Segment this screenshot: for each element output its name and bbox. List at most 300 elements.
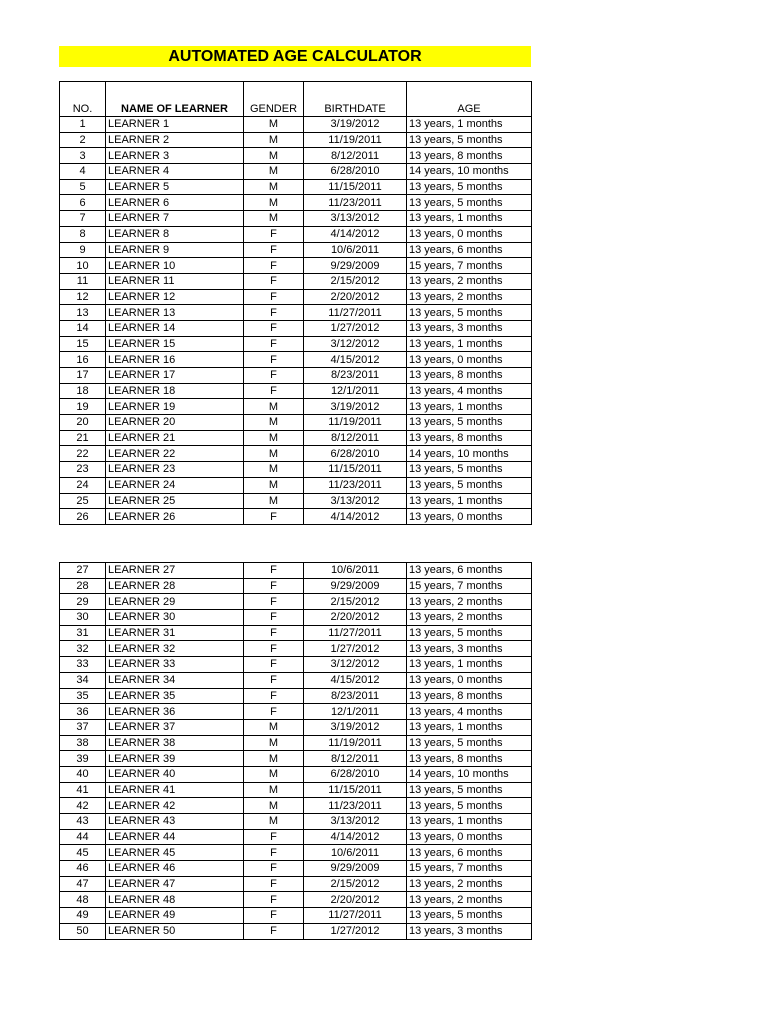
table-row [60, 735, 532, 751]
table-row [60, 226, 532, 242]
cell-birthdate[interactable]: 11/15/2011 [304, 462, 407, 478]
cell-learner-name[interactable]: LEARNER 11 [106, 273, 244, 289]
cell-no[interactable]: 30 [60, 610, 106, 626]
cell-gender[interactable]: F [244, 336, 304, 352]
cell-gender[interactable]: M [244, 195, 304, 211]
cell-birthdate[interactable]: 2/20/2012 [304, 289, 407, 305]
cell-learner-name[interactable]: LEARNER 48 [106, 892, 244, 908]
cell-birthdate[interactable]: 11/23/2011 [304, 195, 407, 211]
cell-birthdate[interactable]: 8/12/2011 [304, 751, 407, 767]
cell-birthdate[interactable]: 9/29/2009 [304, 258, 407, 274]
cell-gender[interactable]: F [244, 876, 304, 892]
cell-gender[interactable]: F [244, 563, 304, 579]
cell-no[interactable]: 12 [60, 289, 106, 305]
cell-birthdate[interactable]: 3/12/2012 [304, 336, 407, 352]
cell-gender[interactable]: F [244, 289, 304, 305]
cell-learner-name[interactable]: LEARNER 14 [106, 320, 244, 336]
cell-gender[interactable]: F [244, 352, 304, 368]
cell-gender[interactable]: F [244, 704, 304, 720]
cell-age[interactable]: 15 years, 7 months [407, 578, 532, 594]
cell-age[interactable]: 13 years, 5 months [407, 195, 532, 211]
cell-age[interactable]: 13 years, 5 months [407, 305, 532, 321]
header-age[interactable]: AGE [407, 82, 532, 117]
cell-learner-name[interactable]: LEARNER 24 [106, 477, 244, 493]
cell-birthdate[interactable]: 2/15/2012 [304, 273, 407, 289]
cell-learner-name[interactable]: LEARNER 44 [106, 829, 244, 845]
cell-no[interactable]: 48 [60, 892, 106, 908]
cell-birthdate[interactable]: 10/6/2011 [304, 845, 407, 861]
cell-learner-name[interactable]: LEARNER 28 [106, 578, 244, 594]
cell-birthdate[interactable]: 11/19/2011 [304, 415, 407, 431]
table-row [60, 117, 532, 133]
cell-learner-name[interactable]: LEARNER 6 [106, 195, 244, 211]
cell-learner-name[interactable]: LEARNER 5 [106, 179, 244, 195]
cell-age[interactable]: 14 years, 10 months [407, 766, 532, 782]
cell-no[interactable]: 32 [60, 641, 106, 657]
cell-birthdate[interactable]: 4/14/2012 [304, 509, 407, 525]
cell-age[interactable]: 15 years, 7 months [407, 258, 532, 274]
cell-age[interactable]: 13 years, 1 months [407, 399, 532, 415]
cell-gender[interactable]: M [244, 179, 304, 195]
table-body-2 [60, 563, 532, 940]
cell-birthdate[interactable]: 11/19/2011 [304, 735, 407, 751]
cell-age[interactable]: 13 years, 0 months [407, 829, 532, 845]
cell-gender[interactable]: F [244, 829, 304, 845]
table-row [60, 625, 532, 641]
table-row [60, 336, 532, 352]
cell-age[interactable]: 13 years, 5 months [407, 782, 532, 798]
cell-gender[interactable]: M [244, 798, 304, 814]
cell-birthdate[interactable]: 2/20/2012 [304, 610, 407, 626]
cell-gender[interactable]: M [244, 399, 304, 415]
cell-no[interactable]: 23 [60, 462, 106, 478]
cell-learner-name[interactable]: LEARNER 8 [106, 226, 244, 242]
cell-no[interactable]: 39 [60, 751, 106, 767]
cell-birthdate[interactable]: 6/28/2010 [304, 766, 407, 782]
cell-no[interactable]: 43 [60, 814, 106, 830]
cell-no[interactable]: 4 [60, 164, 106, 180]
cell-learner-name[interactable]: LEARNER 42 [106, 798, 244, 814]
cell-learner-name[interactable]: LEARNER 1 [106, 117, 244, 133]
cell-gender[interactable]: F [244, 320, 304, 336]
cell-birthdate[interactable]: 6/28/2010 [304, 164, 407, 180]
cell-learner-name[interactable]: LEARNER 41 [106, 782, 244, 798]
cell-no[interactable]: 9 [60, 242, 106, 258]
cell-birthdate[interactable]: 11/27/2011 [304, 305, 407, 321]
cell-learner-name[interactable]: LEARNER 7 [106, 211, 244, 227]
table-header-row [60, 82, 532, 117]
cell-learner-name[interactable]: LEARNER 4 [106, 164, 244, 180]
cell-age[interactable]: 13 years, 8 months [407, 148, 532, 164]
cell-learner-name[interactable]: LEARNER 29 [106, 594, 244, 610]
cell-age[interactable]: 13 years, 5 months [407, 132, 532, 148]
cell-no[interactable]: 11 [60, 273, 106, 289]
cell-no[interactable]: 22 [60, 446, 106, 462]
cell-birthdate[interactable]: 11/15/2011 [304, 782, 407, 798]
cell-gender[interactable]: F [244, 305, 304, 321]
cell-learner-name[interactable]: LEARNER 22 [106, 446, 244, 462]
cell-age[interactable]: 13 years, 1 months [407, 814, 532, 830]
cell-no[interactable]: 15 [60, 336, 106, 352]
cell-age[interactable]: 13 years, 8 months [407, 430, 532, 446]
cell-no[interactable]: 3 [60, 148, 106, 164]
cell-gender[interactable]: F [244, 383, 304, 399]
cell-no[interactable]: 7 [60, 211, 106, 227]
cell-learner-name[interactable]: LEARNER 40 [106, 766, 244, 782]
table-row [60, 610, 532, 626]
cell-learner-name[interactable]: LEARNER 10 [106, 258, 244, 274]
table-row [60, 563, 532, 579]
cell-birthdate[interactable]: 2/20/2012 [304, 892, 407, 908]
cell-no[interactable]: 16 [60, 352, 106, 368]
header-name-of-learner[interactable]: NAME OF LEARNER [106, 82, 244, 117]
cell-gender[interactable]: F [244, 861, 304, 877]
cell-gender[interactable]: M [244, 132, 304, 148]
header-no[interactable]: NO. [60, 82, 106, 117]
cell-gender[interactable]: F [244, 845, 304, 861]
cell-gender[interactable]: F [244, 610, 304, 626]
cell-no[interactable]: 27 [60, 563, 106, 579]
cell-birthdate[interactable]: 2/15/2012 [304, 594, 407, 610]
table-row [60, 704, 532, 720]
table-row [60, 462, 532, 478]
cell-birthdate[interactable]: 9/29/2009 [304, 578, 407, 594]
cell-no[interactable]: 20 [60, 415, 106, 431]
cell-birthdate[interactable]: 3/19/2012 [304, 399, 407, 415]
cell-gender[interactable]: M [244, 719, 304, 735]
cell-learner-name[interactable]: LEARNER 18 [106, 383, 244, 399]
cell-birthdate[interactable]: 11/27/2011 [304, 625, 407, 641]
table-row [60, 782, 532, 798]
table-row [60, 368, 532, 384]
cell-learner-name[interactable]: LEARNER 27 [106, 563, 244, 579]
cell-learner-name[interactable]: LEARNER 33 [106, 657, 244, 673]
cell-no[interactable]: 8 [60, 226, 106, 242]
table-row [60, 509, 532, 525]
cell-age[interactable]: 13 years, 3 months [407, 641, 532, 657]
cell-gender[interactable]: M [244, 782, 304, 798]
cell-age[interactable]: 13 years, 8 months [407, 688, 532, 704]
cell-age[interactable]: 13 years, 1 months [407, 493, 532, 509]
cell-birthdate[interactable]: 4/14/2012 [304, 226, 407, 242]
cell-learner-name[interactable]: LEARNER 9 [106, 242, 244, 258]
cell-age[interactable]: 13 years, 0 months [407, 226, 532, 242]
cell-learner-name[interactable]: LEARNER 31 [106, 625, 244, 641]
cell-no[interactable]: 28 [60, 578, 106, 594]
cell-gender[interactable]: F [244, 641, 304, 657]
cell-no[interactable]: 29 [60, 594, 106, 610]
table-row [60, 430, 532, 446]
table-row [60, 258, 532, 274]
cell-no[interactable]: 47 [60, 876, 106, 892]
table-row [60, 641, 532, 657]
cell-learner-name[interactable]: LEARNER 23 [106, 462, 244, 478]
cell-gender[interactable]: M [244, 814, 304, 830]
cell-gender[interactable]: M [244, 446, 304, 462]
header-birthdate[interactable]: BIRTHDATE [304, 82, 407, 117]
cell-age[interactable]: 13 years, 5 months [407, 179, 532, 195]
cell-learner-name[interactable]: LEARNER 25 [106, 493, 244, 509]
cell-age[interactable]: 14 years, 10 months [407, 446, 532, 462]
cell-birthdate[interactable]: 4/15/2012 [304, 352, 407, 368]
cell-no[interactable]: 31 [60, 625, 106, 641]
cell-age[interactable]: 13 years, 3 months [407, 923, 532, 939]
cell-gender[interactable]: F [244, 594, 304, 610]
cell-learner-name[interactable]: LEARNER 39 [106, 751, 244, 767]
cell-gender[interactable]: F [244, 368, 304, 384]
cell-learner-name[interactable]: LEARNER 32 [106, 641, 244, 657]
cell-birthdate[interactable]: 11/27/2011 [304, 908, 407, 924]
cell-birthdate[interactable]: 8/12/2011 [304, 148, 407, 164]
cell-age[interactable]: 13 years, 4 months [407, 383, 532, 399]
sheet-title: AUTOMATED AGE CALCULATOR [59, 46, 531, 67]
cell-learner-name[interactable]: LEARNER 15 [106, 336, 244, 352]
cell-age[interactable]: 13 years, 2 months [407, 892, 532, 908]
cell-gender[interactable]: F [244, 908, 304, 924]
cell-learner-name[interactable]: LEARNER 36 [106, 704, 244, 720]
cell-learner-name[interactable]: LEARNER 35 [106, 688, 244, 704]
cell-no[interactable]: 21 [60, 430, 106, 446]
cell-birthdate[interactable]: 8/12/2011 [304, 430, 407, 446]
cell-no[interactable]: 42 [60, 798, 106, 814]
cell-no[interactable]: 25 [60, 493, 106, 509]
cell-age[interactable]: 13 years, 5 months [407, 477, 532, 493]
cell-age[interactable]: 13 years, 4 months [407, 704, 532, 720]
table-row [60, 766, 532, 782]
cell-gender[interactable]: M [244, 148, 304, 164]
cell-no[interactable]: 18 [60, 383, 106, 399]
cell-birthdate[interactable]: 1/27/2012 [304, 923, 407, 939]
cell-gender[interactable]: M [244, 493, 304, 509]
cell-birthdate[interactable]: 11/23/2011 [304, 798, 407, 814]
cell-age[interactable]: 13 years, 5 months [407, 462, 532, 478]
cell-birthdate[interactable]: 12/1/2011 [304, 383, 407, 399]
cell-gender[interactable]: M [244, 477, 304, 493]
cell-learner-name[interactable]: LEARNER 2 [106, 132, 244, 148]
table-row [60, 195, 532, 211]
cell-gender[interactable]: F [244, 625, 304, 641]
learner-table-1 [59, 81, 532, 525]
cell-gender[interactable]: F [244, 226, 304, 242]
table-row [60, 320, 532, 336]
cell-no[interactable]: 6 [60, 195, 106, 211]
cell-no[interactable]: 33 [60, 657, 106, 673]
table-body-1 [60, 117, 532, 525]
cell-learner-name[interactable]: LEARNER 37 [106, 719, 244, 735]
cell-gender[interactable]: F [244, 578, 304, 594]
table-row [60, 493, 532, 509]
table-row [60, 415, 532, 431]
header-gender[interactable]: GENDER [244, 82, 304, 117]
cell-age[interactable]: 13 years, 3 months [407, 320, 532, 336]
cell-no[interactable]: 17 [60, 368, 106, 384]
cell-age[interactable]: 13 years, 1 months [407, 211, 532, 227]
table-row [60, 578, 532, 594]
cell-no[interactable]: 46 [60, 861, 106, 877]
cell-gender[interactable]: M [244, 415, 304, 431]
table-row [60, 798, 532, 814]
cell-no[interactable]: 41 [60, 782, 106, 798]
cell-birthdate[interactable]: 4/15/2012 [304, 672, 407, 688]
cell-age[interactable]: 13 years, 5 months [407, 798, 532, 814]
cell-gender[interactable]: F [244, 509, 304, 525]
cell-age[interactable]: 13 years, 1 months [407, 657, 532, 673]
cell-learner-name[interactable]: LEARNER 3 [106, 148, 244, 164]
cell-birthdate[interactable]: 3/12/2012 [304, 657, 407, 673]
cell-learner-name[interactable]: LEARNER 30 [106, 610, 244, 626]
cell-age[interactable]: 13 years, 6 months [407, 563, 532, 579]
cell-no[interactable]: 1 [60, 117, 106, 133]
table-row [60, 829, 532, 845]
cell-gender[interactable]: M [244, 430, 304, 446]
cell-gender[interactable]: F [244, 242, 304, 258]
cell-learner-name[interactable]: LEARNER 20 [106, 415, 244, 431]
cell-no[interactable]: 5 [60, 179, 106, 195]
cell-gender[interactable]: F [244, 672, 304, 688]
cell-birthdate[interactable]: 11/23/2011 [304, 477, 407, 493]
cell-learner-name[interactable]: LEARNER 38 [106, 735, 244, 751]
cell-birthdate[interactable]: 3/13/2012 [304, 814, 407, 830]
table-row [60, 923, 532, 939]
cell-birthdate[interactable]: 6/28/2010 [304, 446, 407, 462]
cell-gender[interactable]: M [244, 211, 304, 227]
table-row [60, 211, 532, 227]
cell-learner-name[interactable]: LEARNER 34 [106, 672, 244, 688]
cell-birthdate[interactable]: 9/29/2009 [304, 861, 407, 877]
cell-birthdate[interactable]: 8/23/2011 [304, 368, 407, 384]
cell-learner-name[interactable]: LEARNER 13 [106, 305, 244, 321]
cell-gender[interactable]: M [244, 766, 304, 782]
cell-no[interactable]: 35 [60, 688, 106, 704]
cell-no[interactable]: 10 [60, 258, 106, 274]
cell-birthdate[interactable]: 2/15/2012 [304, 876, 407, 892]
cell-learner-name[interactable]: LEARNER 47 [106, 876, 244, 892]
cell-no[interactable]: 50 [60, 923, 106, 939]
cell-birthdate[interactable]: 1/27/2012 [304, 320, 407, 336]
table-row [60, 289, 532, 305]
table-row [60, 814, 532, 830]
cell-age[interactable]: 13 years, 2 months [407, 876, 532, 892]
cell-age[interactable]: 13 years, 5 months [407, 908, 532, 924]
cell-no[interactable]: 34 [60, 672, 106, 688]
cell-no[interactable]: 14 [60, 320, 106, 336]
cell-birthdate[interactable]: 3/19/2012 [304, 117, 407, 133]
cell-learner-name[interactable]: LEARNER 16 [106, 352, 244, 368]
table-row [60, 164, 532, 180]
cell-age[interactable]: 13 years, 8 months [407, 368, 532, 384]
cell-no[interactable]: 36 [60, 704, 106, 720]
cell-birthdate[interactable]: 10/6/2011 [304, 242, 407, 258]
cell-gender[interactable]: M [244, 735, 304, 751]
cell-no[interactable]: 45 [60, 845, 106, 861]
cell-learner-name[interactable]: LEARNER 21 [106, 430, 244, 446]
cell-learner-name[interactable]: LEARNER 17 [106, 368, 244, 384]
cell-learner-name[interactable]: LEARNER 26 [106, 509, 244, 525]
cell-age[interactable]: 13 years, 2 months [407, 273, 532, 289]
cell-no[interactable]: 40 [60, 766, 106, 782]
cell-no[interactable]: 24 [60, 477, 106, 493]
cell-gender[interactable]: F [244, 657, 304, 673]
cell-birthdate[interactable]: 11/15/2011 [304, 179, 407, 195]
cell-gender[interactable]: F [244, 688, 304, 704]
cell-age[interactable]: 13 years, 6 months [407, 242, 532, 258]
cell-gender[interactable]: F [244, 258, 304, 274]
cell-gender[interactable]: M [244, 462, 304, 478]
cell-no[interactable]: 2 [60, 132, 106, 148]
cell-gender[interactable]: M [244, 117, 304, 133]
cell-no[interactable]: 38 [60, 735, 106, 751]
cell-birthdate[interactable]: 4/14/2012 [304, 829, 407, 845]
cell-birthdate[interactable]: 1/27/2012 [304, 641, 407, 657]
table-row [60, 305, 532, 321]
cell-no[interactable]: 13 [60, 305, 106, 321]
table-row [60, 688, 532, 704]
cell-age[interactable]: 13 years, 5 months [407, 625, 532, 641]
cell-gender[interactable]: F [244, 892, 304, 908]
table-row [60, 477, 532, 493]
cell-age[interactable]: 13 years, 5 months [407, 735, 532, 751]
table-row [60, 242, 532, 258]
table-row [60, 594, 532, 610]
table-row [60, 273, 532, 289]
cell-birthdate[interactable]: 3/19/2012 [304, 719, 407, 735]
cell-birthdate[interactable]: 10/6/2011 [304, 563, 407, 579]
table-row [60, 657, 532, 673]
cell-no[interactable]: 19 [60, 399, 106, 415]
cell-birthdate[interactable]: 8/23/2011 [304, 688, 407, 704]
cell-learner-name[interactable]: LEARNER 50 [106, 923, 244, 939]
cell-gender[interactable]: M [244, 164, 304, 180]
cell-gender[interactable]: M [244, 751, 304, 767]
cell-birthdate[interactable]: 3/13/2012 [304, 493, 407, 509]
cell-no[interactable]: 37 [60, 719, 106, 735]
cell-age[interactable]: 15 years, 7 months [407, 861, 532, 877]
cell-age[interactable]: 13 years, 1 months [407, 719, 532, 735]
cell-gender[interactable]: F [244, 273, 304, 289]
cell-age[interactable]: 13 years, 2 months [407, 610, 532, 626]
cell-learner-name[interactable]: LEARNER 49 [106, 908, 244, 924]
cell-birthdate[interactable]: 12/1/2011 [304, 704, 407, 720]
cell-learner-name[interactable]: LEARNER 46 [106, 861, 244, 877]
cell-learner-name[interactable]: LEARNER 45 [106, 845, 244, 861]
cell-age[interactable]: 14 years, 10 months [407, 164, 532, 180]
cell-no[interactable]: 49 [60, 908, 106, 924]
table-row [60, 861, 532, 877]
cell-age[interactable]: 13 years, 1 months [407, 117, 532, 133]
cell-age[interactable]: 13 years, 2 months [407, 289, 532, 305]
cell-age[interactable]: 13 years, 0 months [407, 509, 532, 525]
cell-age[interactable]: 13 years, 8 months [407, 751, 532, 767]
cell-age[interactable]: 13 years, 0 months [407, 352, 532, 368]
cell-no[interactable]: 26 [60, 509, 106, 525]
cell-learner-name[interactable]: LEARNER 12 [106, 289, 244, 305]
table-row [60, 383, 532, 399]
cell-age[interactable]: 13 years, 1 months [407, 336, 532, 352]
cell-birthdate[interactable]: 11/19/2011 [304, 132, 407, 148]
cell-learner-name[interactable]: LEARNER 43 [106, 814, 244, 830]
cell-age[interactable]: 13 years, 5 months [407, 415, 532, 431]
table-row [60, 908, 532, 924]
cell-age[interactable]: 13 years, 0 months [407, 672, 532, 688]
cell-age[interactable]: 13 years, 6 months [407, 845, 532, 861]
table-row [60, 672, 532, 688]
table-row [60, 892, 532, 908]
cell-learner-name[interactable]: LEARNER 19 [106, 399, 244, 415]
cell-age[interactable]: 13 years, 2 months [407, 594, 532, 610]
cell-birthdate[interactable]: 3/13/2012 [304, 211, 407, 227]
cell-gender[interactable]: F [244, 923, 304, 939]
cell-no[interactable]: 44 [60, 829, 106, 845]
